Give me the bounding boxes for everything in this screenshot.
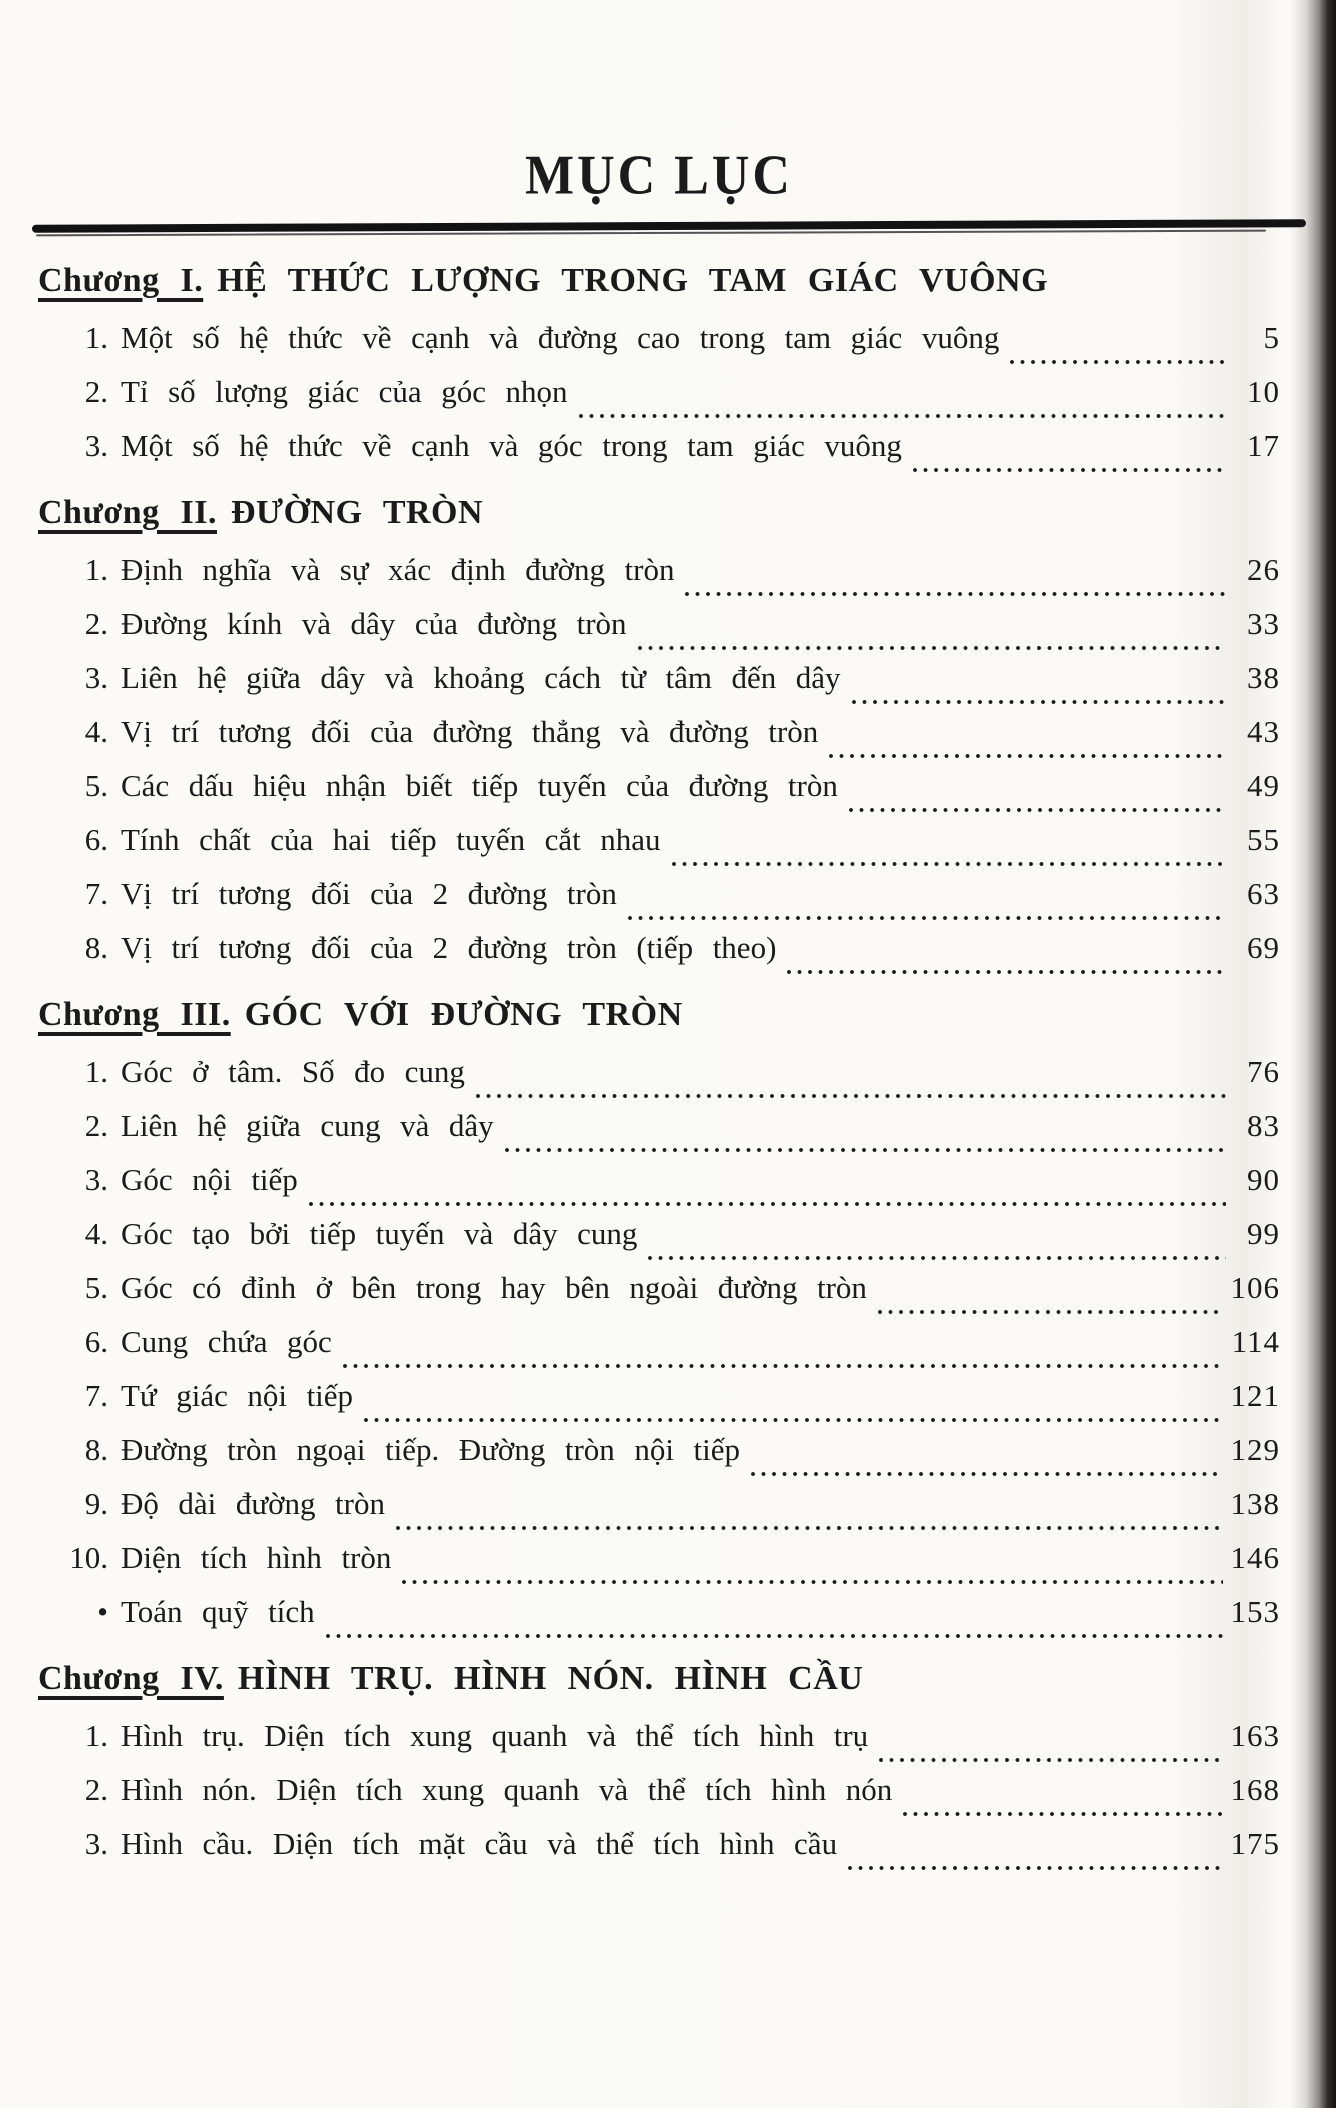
page-number: 33 [1247, 606, 1280, 641]
entry-number: 4. [84, 714, 108, 749]
dot-leader [750, 1471, 1223, 1477]
page-number: 69 [1247, 930, 1280, 965]
entry-number: 3. [84, 660, 108, 695]
toc-entry [38, 1486, 1280, 1540]
toc-entry [38, 1432, 1280, 1486]
chapter-label: Chương IV. [38, 1660, 224, 1697]
chapter-title: HÌNH TRỤ. HÌNH NÓN. HÌNH CẦU [237, 1660, 864, 1697]
entry-title: Liên hệ giữa cung và dây [121, 1108, 494, 1143]
page-number: 63 [1247, 876, 1280, 911]
dot-leader [401, 1579, 1222, 1585]
toc-entry [38, 660, 1280, 714]
entry-number: 10. [69, 1540, 108, 1575]
page-number: 17 [1247, 428, 1280, 463]
page-number: 138 [1230, 1486, 1280, 1521]
entry-number: 2. [84, 606, 108, 641]
dot-leader [902, 1811, 1222, 1817]
chapter-title: GÓC VỚI ĐƯỜNG TRÒN [244, 996, 683, 1033]
page-number: 55 [1247, 822, 1280, 857]
dot-leader [363, 1417, 1222, 1423]
entry-title: Hình trụ. Diện tích xung quanh và thể tích hình trụ [121, 1718, 869, 1753]
page-number: 49 [1247, 768, 1280, 803]
entry-title: Vị trí tương đối của 2 đường tròn [121, 876, 617, 911]
dot-leader [851, 699, 1226, 705]
toc-entry [38, 1594, 1280, 1648]
dot-leader [308, 1201, 1226, 1207]
page-number: 146 [1230, 1540, 1280, 1575]
entry-number: 2. [84, 1108, 108, 1143]
page-number: 175 [1230, 1826, 1280, 1861]
title-rule [32, 220, 1306, 242]
dot-leader [637, 645, 1226, 651]
page-number: 114 [1231, 1324, 1280, 1359]
entry-title: Góc có đỉnh ở bên trong hay bên ngoài đường tròn [121, 1270, 867, 1305]
entry-number: 3. [84, 1826, 108, 1861]
page-number: 106 [1230, 1270, 1280, 1305]
dot-leader [828, 753, 1226, 759]
toc-entry [38, 1772, 1280, 1826]
chapter-title: ĐƯỜNG TRÒN [230, 494, 484, 531]
dot-leader [578, 413, 1226, 419]
page-number: 76 [1247, 1054, 1280, 1089]
toc-entry [38, 1718, 1280, 1772]
toc-entry [38, 1162, 1280, 1216]
toc-entry [38, 714, 1280, 768]
dot-leader [325, 1633, 1223, 1639]
chapter-heading-3 [38, 996, 1280, 1054]
entry-title: Góc nội tiếp [121, 1162, 298, 1197]
dot-leader [1009, 359, 1226, 365]
page-number: 38 [1247, 660, 1280, 695]
toc-entry [38, 1540, 1280, 1594]
entry-number: 5. [84, 768, 108, 803]
entry-title: Đường tròn ngoại tiếp. Đường tròn nội tiếp [121, 1432, 740, 1467]
page-number: 26 [1247, 552, 1280, 587]
entry-title: Góc tạo bởi tiếp tuyến và dây cung [121, 1216, 638, 1251]
dot-leader [475, 1093, 1226, 1099]
entry-number: 1. [84, 1054, 108, 1089]
entry-title: Vị trí tương đối của đường thẳng và đường tròn [121, 714, 819, 749]
toc-entry [38, 374, 1280, 428]
entry-number: 3. [84, 1162, 108, 1197]
toc-entry [38, 606, 1280, 660]
chapter-heading-4 [38, 1660, 1280, 1718]
entry-number: 8. [84, 1432, 108, 1467]
entry-title: Đường kính và dây của đường tròn [121, 606, 627, 641]
page-number: 43 [1247, 714, 1280, 749]
toc-entry [38, 1270, 1280, 1324]
entry-title: Định nghĩa và sự xác định đường tròn [121, 552, 675, 587]
dot-leader [647, 1255, 1226, 1261]
dot-leader [671, 861, 1226, 867]
entry-number: 7. [84, 876, 108, 911]
entry-number: 4. [84, 1216, 108, 1251]
entry-number: 1. [84, 320, 108, 355]
entry-number: 3. [84, 428, 108, 463]
dot-leader [342, 1363, 1224, 1369]
page-number: 153 [1230, 1594, 1280, 1629]
dot-leader [878, 1757, 1222, 1763]
dot-leader [848, 807, 1226, 813]
entry-title: Tính chất của hai tiếp tuyến cắt nhau [121, 822, 661, 857]
chapter-label: Chương III. [38, 996, 231, 1033]
toc-entry [38, 768, 1280, 822]
entry-number: 5. [84, 1270, 108, 1305]
toc-entry [38, 320, 1280, 374]
dot-leader [504, 1147, 1226, 1153]
page-number: 163 [1230, 1718, 1280, 1753]
page-number: 121 [1230, 1378, 1280, 1413]
entry-title: Độ dài đường tròn [121, 1486, 385, 1521]
dot-leader [877, 1309, 1223, 1315]
toc-entry [38, 1108, 1280, 1162]
entry-title: Một số hệ thức về cạnh và góc trong tam giác vuông [121, 428, 902, 463]
dot-leader [627, 915, 1226, 921]
entry-title: Góc ở tâm. Số đo cung [121, 1054, 465, 1089]
entry-title: Liên hệ giữa dây và khoảng cách từ tâm đến dây [121, 660, 841, 695]
page-number: 99 [1247, 1216, 1280, 1251]
entry-number: 6. [84, 1324, 108, 1359]
entry-title: Vị trí tương đối của 2 đường tròn (tiếp theo) [121, 930, 777, 965]
page-number: 10 [1247, 374, 1280, 409]
page-title: MỤC LỤC [525, 144, 793, 207]
toc-entry [38, 1216, 1280, 1270]
chapter-label: Chương I. [38, 262, 204, 299]
page-number: 83 [1247, 1108, 1280, 1143]
dot-leader [912, 467, 1226, 473]
entry-title: Một số hệ thức về cạnh và đường cao trong tam giác vuông [121, 320, 1000, 355]
entry-title: Hình cầu. Diện tích mặt cầu và thể tích hình cầu [121, 1826, 838, 1861]
entry-title: Diện tích hình tròn [121, 1540, 392, 1575]
page-number: 90 [1247, 1162, 1280, 1197]
chapter-heading-1 [38, 262, 1280, 320]
entry-number: 2. [84, 1772, 108, 1807]
dot-leader [847, 1865, 1222, 1871]
entry-title: Hình nón. Diện tích xung quanh và thể tích hình nón [121, 1772, 893, 1807]
entry-bullet: • [97, 1594, 108, 1629]
entry-title: Cung chứa góc [121, 1324, 332, 1359]
toc-entry [38, 1324, 1280, 1378]
page-number: 168 [1230, 1772, 1280, 1807]
entry-title: Các dấu hiệu nhận biết tiếp tuyến của đường tròn [121, 768, 838, 803]
entry-number: 7. [84, 1378, 108, 1413]
entry-number: 2. [84, 374, 108, 409]
toc-entry [38, 876, 1280, 930]
toc-entry [38, 1378, 1280, 1432]
dot-leader [395, 1525, 1223, 1531]
entry-number: 6. [84, 822, 108, 857]
toc-entry [38, 822, 1280, 876]
entry-number: 9. [84, 1486, 108, 1521]
toc-entry [38, 552, 1280, 606]
chapter-heading-2 [38, 494, 1280, 552]
entry-number: 1. [84, 552, 108, 587]
toc-entry [38, 1826, 1280, 1880]
entry-title: Tứ giác nội tiếp [121, 1378, 354, 1413]
chapter-title: HỆ THỨC LƯỢNG TRONG TAM GIÁC VUÔNG [217, 262, 1049, 299]
dot-leader [684, 591, 1226, 597]
chapter-label: Chương II. [38, 494, 217, 531]
entry-number: 1. [84, 1718, 108, 1753]
page-number: 129 [1230, 1432, 1280, 1467]
entry-title: Toán quỹ tích [121, 1594, 315, 1629]
toc-entry [38, 930, 1280, 984]
toc-entry [38, 428, 1280, 482]
entry-title: Tỉ số lượng giác của góc nhọn [121, 374, 568, 409]
entry-number: 8. [84, 930, 108, 965]
toc-entry [38, 1054, 1280, 1108]
page-number: 5 [1263, 320, 1280, 355]
dot-leader [786, 969, 1226, 975]
